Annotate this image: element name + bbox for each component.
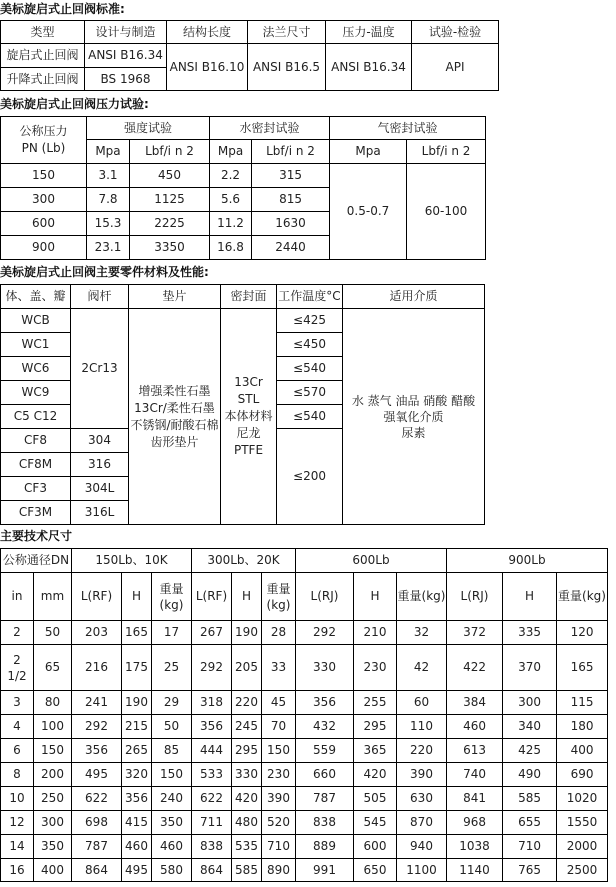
dims-row xyxy=(1,787,608,811)
dims-cell: 330 xyxy=(232,763,262,787)
std-type-lift: 升降式止回阀 xyxy=(1,68,85,91)
dims-col-weight: 重量 (kg) xyxy=(262,573,296,621)
mat-body: WC9 xyxy=(1,381,71,405)
dims-cell: 203 xyxy=(72,621,122,645)
dims-cell: 505 xyxy=(354,787,397,811)
dims-cell-in: 6 xyxy=(1,739,34,763)
dims-cell: 356 xyxy=(72,739,122,763)
dims-cell-mm: 300 xyxy=(34,811,72,835)
dims-cell-in: 2 xyxy=(1,621,34,645)
dims-cell: 495 xyxy=(72,763,122,787)
unit-mpa: Mpa xyxy=(210,140,252,164)
mat-seal: PTFE xyxy=(233,443,264,457)
mat-media-cell xyxy=(343,309,485,525)
mat-seal: 尼龙 xyxy=(236,426,261,440)
dims-cell: 710 xyxy=(503,835,557,859)
materials-table xyxy=(0,284,485,525)
dims-cell-mm: 65 xyxy=(34,645,72,691)
dims-cell: 415 xyxy=(122,811,152,835)
dims-cell: 356 xyxy=(192,715,232,739)
std-header-test: 试验-检验 xyxy=(412,21,499,44)
dims-cell: 460 xyxy=(152,835,192,859)
pressure-cell: 2.2 xyxy=(210,164,252,188)
dims-cell: 292 xyxy=(72,715,122,739)
mat-body: CF3M xyxy=(1,501,71,525)
dims-col-lrj: L(RJ) xyxy=(447,573,503,621)
dims-class-row xyxy=(1,549,608,573)
dims-cell: 460 xyxy=(447,715,503,739)
pressure-cell: 2440 xyxy=(252,236,330,260)
mat-gasket: 增强柔性石墨 xyxy=(138,383,211,398)
dims-cell: 870 xyxy=(397,811,447,835)
mat-temp: ≤540 xyxy=(277,405,343,429)
materials-header-row xyxy=(1,285,485,309)
mat-media: 尿素 xyxy=(401,425,426,440)
dims-cell: 838 xyxy=(192,835,232,859)
dims-cell: 420 xyxy=(232,787,262,811)
dims-cell: 2000 xyxy=(557,835,608,859)
dims-cell: 372 xyxy=(447,621,503,645)
pressure-cell: 300 xyxy=(1,188,87,212)
dims-cell: 115 xyxy=(557,691,608,715)
pressure-cell: 900 xyxy=(1,236,87,260)
dims-cell: 150 xyxy=(262,739,296,763)
dims-cell: 1550 xyxy=(557,811,608,835)
pressure-cell: 7.8 xyxy=(87,188,130,212)
dims-cell: 335 xyxy=(503,621,557,645)
dims-cell: 420 xyxy=(354,763,397,787)
std-type-swing: 旋启式止回阀 xyxy=(1,44,85,68)
pressure-cell: 815 xyxy=(252,188,330,212)
pressure-header-water: 水密封试验 xyxy=(210,117,330,140)
dims-row xyxy=(1,763,608,787)
dims-cell: 710 xyxy=(262,835,296,859)
mat-body: C5 C12 xyxy=(1,405,71,429)
standards-header-row xyxy=(1,21,499,44)
mat-seal: STL xyxy=(237,392,260,406)
dims-cell-in: 8 xyxy=(1,763,34,787)
mat-gasket-cell xyxy=(129,309,221,525)
dims-cell: 889 xyxy=(296,835,354,859)
dims-row xyxy=(1,835,608,859)
dims-cell: 215 xyxy=(122,715,152,739)
dims-cell-mm: 50 xyxy=(34,621,72,645)
std-pt: ANSI B16.34 xyxy=(326,44,412,91)
dims-cell: 110 xyxy=(397,715,447,739)
dims-cell: 390 xyxy=(262,787,296,811)
pressure-cell: 1125 xyxy=(130,188,210,212)
dims-cell-mm: 100 xyxy=(34,715,72,739)
unit-lbf: Lbf/i n 2 xyxy=(130,140,210,164)
mat-header-seal: 密封面 xyxy=(221,285,277,309)
dims-cell: 1020 xyxy=(557,787,608,811)
dims-cell: 622 xyxy=(192,787,232,811)
pressure-cell: 2225 xyxy=(130,212,210,236)
dims-cell: 150 xyxy=(152,763,192,787)
dims-cell-in: 4 xyxy=(1,715,34,739)
pressure-header-strength: 强度试验 xyxy=(87,117,210,140)
dims-cell-in: 2 1/2 xyxy=(1,645,34,691)
dims-cell: 968 xyxy=(447,811,503,835)
dims-cell: 787 xyxy=(296,787,354,811)
dims-row xyxy=(1,859,608,882)
dims-col-mm: mm xyxy=(34,573,72,621)
dims-cell: 940 xyxy=(397,835,447,859)
dims-cell-in: 16 xyxy=(1,859,34,882)
dims-col-h: H xyxy=(122,573,152,621)
dims-cell: 585 xyxy=(503,787,557,811)
dims-col-lrj: L(RJ) xyxy=(296,573,354,621)
dims-col-lrf: L(RF) xyxy=(192,573,232,621)
dims-cell: 50 xyxy=(152,715,192,739)
mat-temp: ≤200 xyxy=(277,429,343,525)
dims-cell: 165 xyxy=(557,645,608,691)
dims-cell: 70 xyxy=(262,715,296,739)
dims-cell: 190 xyxy=(232,621,262,645)
dims-row xyxy=(1,691,608,715)
mat-gasket: 13Cr/柔性石墨 xyxy=(134,400,215,415)
dims-cell-mm: 250 xyxy=(34,787,72,811)
dims-cell-mm: 400 xyxy=(34,859,72,882)
std-design-swing: ANSI B16.34 xyxy=(85,44,167,68)
dims-header-dn: 公称通径DN xyxy=(1,549,72,573)
pressure-table xyxy=(0,116,486,260)
dims-row xyxy=(1,715,608,739)
dims-cell: 267 xyxy=(192,621,232,645)
dims-cell: 340 xyxy=(503,715,557,739)
materials-row xyxy=(1,309,485,333)
dims-cell: 292 xyxy=(296,621,354,645)
std-header-pt: 压力-温度 xyxy=(326,21,412,44)
dims-cell: 533 xyxy=(192,763,232,787)
dims-cell-in: 12 xyxy=(1,811,34,835)
dims-cell: 384 xyxy=(447,691,503,715)
mat-stem: 304L xyxy=(71,477,129,501)
pressure-cell: 3.1 xyxy=(87,164,130,188)
pressure-nominal-label: 公称压力 xyxy=(19,124,68,138)
pressure-cell: 450 xyxy=(130,164,210,188)
dims-cell: 230 xyxy=(354,645,397,691)
dims-cell: 655 xyxy=(503,811,557,835)
dims-col-h: H xyxy=(503,573,557,621)
dims-cell: 580 xyxy=(152,859,192,882)
mat-body: CF8 xyxy=(1,429,71,453)
pressure-cell: 600 xyxy=(1,212,87,236)
dims-cell-mm: 350 xyxy=(34,835,72,859)
pressure-cell: 1630 xyxy=(252,212,330,236)
pressure-cell: 3350 xyxy=(130,236,210,260)
mat-header-gasket: 垫片 xyxy=(129,285,221,309)
dims-class-600: 600Lb xyxy=(296,549,447,573)
dims-cell: 787 xyxy=(72,835,122,859)
dims-cell: 240 xyxy=(152,787,192,811)
pressure-cell: 15.3 xyxy=(87,212,130,236)
dims-cell: 32 xyxy=(397,621,447,645)
standards-row xyxy=(1,44,499,68)
dims-cell-mm: 80 xyxy=(34,691,72,715)
std-test: API xyxy=(412,44,499,91)
dims-cell: 120 xyxy=(557,621,608,645)
mat-stem: 304 xyxy=(71,429,129,453)
mat-seal: 本体材料 xyxy=(224,409,273,423)
dims-cell: 698 xyxy=(72,811,122,835)
dims-cell: 245 xyxy=(232,715,262,739)
dims-column-row xyxy=(1,573,608,621)
mat-body: WC6 xyxy=(1,357,71,381)
dims-cell: 210 xyxy=(354,621,397,645)
dims-row xyxy=(1,811,608,835)
mat-temp: ≤570 xyxy=(277,381,343,405)
pressure-row xyxy=(1,164,486,188)
dims-cell: 28 xyxy=(262,621,296,645)
dims-cell: 765 xyxy=(503,859,557,882)
dims-cell-mm: 200 xyxy=(34,763,72,787)
dims-cell: 559 xyxy=(296,739,354,763)
mat-temp: ≤425 xyxy=(277,309,343,333)
dims-cell: 292 xyxy=(192,645,232,691)
dims-cell: 205 xyxy=(232,645,262,691)
dims-cell: 45 xyxy=(262,691,296,715)
dims-cell: 300 xyxy=(503,691,557,715)
dims-cell: 650 xyxy=(354,859,397,882)
mat-seal: 13Cr xyxy=(234,375,263,389)
dims-class-900: 900Lb xyxy=(447,549,608,573)
mat-temp: ≤450 xyxy=(277,333,343,357)
dims-cell: 400 xyxy=(557,739,608,763)
dims-cell: 2500 xyxy=(557,859,608,882)
pressure-cell: 5.6 xyxy=(210,188,252,212)
mat-body: CF3 xyxy=(1,477,71,501)
pressure-pn-label: PN (Lb) xyxy=(21,141,66,155)
dims-cell: 740 xyxy=(447,763,503,787)
dims-cell-in: 10 xyxy=(1,787,34,811)
dims-col-weight: 重量 (kg) xyxy=(152,573,192,621)
dims-cell: 17 xyxy=(152,621,192,645)
mat-gasket: 不锈钢/耐酸石棉 xyxy=(130,417,219,432)
dims-cell: 165 xyxy=(122,621,152,645)
mat-seal-cell xyxy=(221,309,277,525)
dims-cell: 190 xyxy=(122,691,152,715)
dims-row xyxy=(1,621,608,645)
dims-cell: 690 xyxy=(557,763,608,787)
dims-cell: 1100 xyxy=(397,859,447,882)
dims-cell: 295 xyxy=(354,715,397,739)
dims-cell: 495 xyxy=(122,859,152,882)
std-header-flange: 法兰尺寸 xyxy=(248,21,326,44)
dims-cell: 460 xyxy=(122,835,152,859)
dims-cell: 220 xyxy=(397,739,447,763)
mat-header-media: 适用介质 xyxy=(343,285,485,309)
dims-cell: 600 xyxy=(354,835,397,859)
pressure-cell: 16.8 xyxy=(210,236,252,260)
dims-cell: 60 xyxy=(397,691,447,715)
dims-cell: 864 xyxy=(72,859,122,882)
dims-cell: 25 xyxy=(152,645,192,691)
pressure-header-air: 气密封试验 xyxy=(330,117,486,140)
std-header-type: 类型 xyxy=(1,21,85,44)
dims-cell: 535 xyxy=(232,835,262,859)
mat-body: WCB xyxy=(1,309,71,333)
std-header-design: 设计与制造 xyxy=(85,21,167,44)
mat-header-stem: 阀杆 xyxy=(71,285,129,309)
dims-cell: 33 xyxy=(262,645,296,691)
materials-title: 美标旋启式止回阀主要零件材料及性能: xyxy=(0,265,209,279)
dims-cell: 180 xyxy=(557,715,608,739)
std-design-lift: BS 1968 xyxy=(85,68,167,91)
dims-col-in: in xyxy=(1,573,34,621)
dims-cell: 520 xyxy=(262,811,296,835)
std-length: ANSI B16.10 xyxy=(167,44,248,91)
dims-cell: 320 xyxy=(122,763,152,787)
pressure-cell: 150 xyxy=(1,164,87,188)
dims-cell: 390 xyxy=(397,763,447,787)
dims-table xyxy=(0,548,608,882)
dims-class-300: 300Lb、20K xyxy=(192,549,296,573)
std-flange: ANSI B16.5 xyxy=(248,44,326,91)
mat-stem: 316 xyxy=(71,453,129,477)
dims-col-lrf: L(RF) xyxy=(72,573,122,621)
dims-cell-in: 3 xyxy=(1,691,34,715)
dims-cell: 216 xyxy=(72,645,122,691)
mat-stem: 316L xyxy=(71,501,129,525)
dims-cell: 365 xyxy=(354,739,397,763)
dims-cell: 370 xyxy=(503,645,557,691)
dims-cell: 356 xyxy=(122,787,152,811)
dims-cell: 230 xyxy=(262,763,296,787)
dims-cell: 220 xyxy=(232,691,262,715)
dims-cell: 255 xyxy=(354,691,397,715)
dims-cell: 613 xyxy=(447,739,503,763)
standards-title: 美标旋启式止回阀标准: xyxy=(0,2,125,16)
pressure-cell: 11.2 xyxy=(210,212,252,236)
dims-cell: 318 xyxy=(192,691,232,715)
mat-header-body: 体、盖、瓣 xyxy=(1,285,71,309)
standards-table xyxy=(0,20,499,91)
dims-cell: 422 xyxy=(447,645,503,691)
dims-cell: 480 xyxy=(232,811,262,835)
dims-cell: 425 xyxy=(503,739,557,763)
pressure-cell: 23.1 xyxy=(87,236,130,260)
std-header-length: 结构长度 xyxy=(167,21,248,44)
dims-cell: 29 xyxy=(152,691,192,715)
dims-cell: 1140 xyxy=(447,859,503,882)
dims-cell-mm: 150 xyxy=(34,739,72,763)
dims-cell: 265 xyxy=(122,739,152,763)
dims-cell: 630 xyxy=(397,787,447,811)
pressure-header-nominal xyxy=(1,117,87,164)
dims-row xyxy=(1,739,608,763)
dims-cell: 991 xyxy=(296,859,354,882)
dims-col-weight: 重量(kg) xyxy=(557,573,608,621)
dims-cell: 890 xyxy=(262,859,296,882)
dims-cell: 85 xyxy=(152,739,192,763)
dims-cell: 585 xyxy=(232,859,262,882)
mat-stem-2cr13: 2Cr13 xyxy=(71,309,129,429)
dims-cell: 241 xyxy=(72,691,122,715)
pressure-title: 美标旋启式止回阀压力试验: xyxy=(0,97,149,111)
mat-temp: ≤540 xyxy=(277,357,343,381)
dims-cell-in: 14 xyxy=(1,835,34,859)
mat-media: 水 蒸气 油品 硝酸 醋酸 xyxy=(351,393,476,408)
dims-cell: 545 xyxy=(354,811,397,835)
unit-lbf: Lbf/i n 2 xyxy=(407,140,486,164)
dims-cell: 864 xyxy=(192,859,232,882)
dims-body xyxy=(1,621,608,882)
mat-media: 强氧化介质 xyxy=(383,409,444,424)
dims-cell: 622 xyxy=(72,787,122,811)
mat-gasket: 齿形垫片 xyxy=(150,434,199,449)
dims-cell: 660 xyxy=(296,763,354,787)
air-mpa-value: 0.5-0.7 xyxy=(330,164,407,260)
dims-col-h: H xyxy=(354,573,397,621)
air-lbf-value: 60-100 xyxy=(407,164,486,260)
dims-cell: 295 xyxy=(232,739,262,763)
dims-col-weight: 重量(kg) xyxy=(397,573,447,621)
dims-cell: 432 xyxy=(296,715,354,739)
dims-col-h: H xyxy=(232,573,262,621)
dims-cell: 841 xyxy=(447,787,503,811)
dims-cell: 175 xyxy=(122,645,152,691)
dims-cell: 330 xyxy=(296,645,354,691)
dims-cell: 838 xyxy=(296,811,354,835)
dims-row xyxy=(1,645,608,691)
unit-mpa: Mpa xyxy=(87,140,130,164)
dims-cell: 42 xyxy=(397,645,447,691)
mat-header-temp: 工作温度°C xyxy=(277,285,343,309)
mat-body: CF8M xyxy=(1,453,71,477)
unit-lbf: Lbf/i n 2 xyxy=(252,140,330,164)
unit-mpa: Mpa xyxy=(330,140,407,164)
dims-cell: 350 xyxy=(152,811,192,835)
dims-cell: 490 xyxy=(503,763,557,787)
dims-cell: 444 xyxy=(192,739,232,763)
dims-cell: 356 xyxy=(296,691,354,715)
dims-class-150: 150Lb、10K xyxy=(72,549,192,573)
pressure-cell: 315 xyxy=(252,164,330,188)
mat-body: WC1 xyxy=(1,333,71,357)
dims-cell: 711 xyxy=(192,811,232,835)
dims-cell: 1038 xyxy=(447,835,503,859)
dims-title: 主要技术尺寸 xyxy=(0,529,73,543)
pressure-header-row xyxy=(1,117,486,140)
